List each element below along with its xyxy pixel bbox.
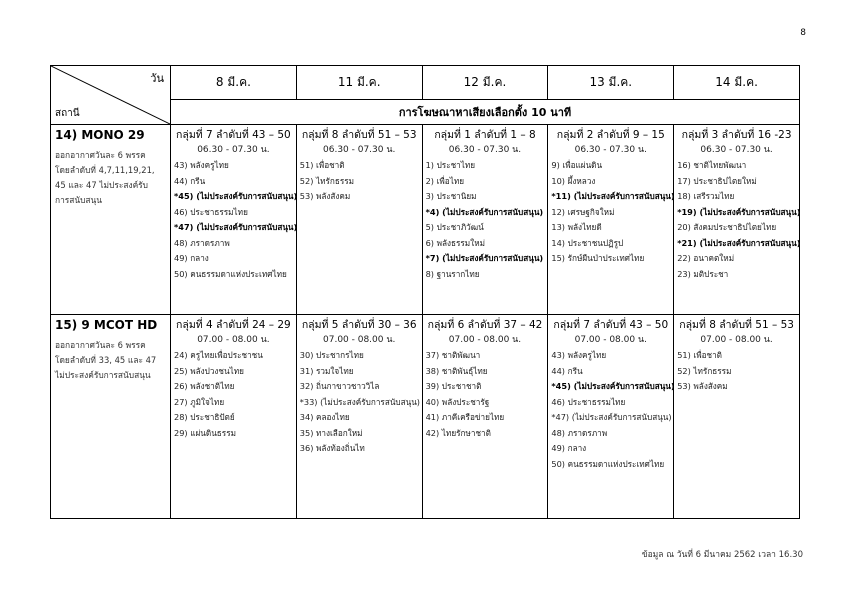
party-item: 31) รวมใจไทย bbox=[299, 365, 354, 376]
broadcast-time: 07.00 - 08.00 น. bbox=[448, 335, 522, 345]
party-item: 26) พลังชาติไทย bbox=[174, 381, 235, 391]
party-item: 36) พลังท้องถิ่นไท bbox=[299, 443, 365, 453]
day-label: วัน bbox=[150, 72, 164, 85]
broadcast-time: 07.00 - 08.00 น. bbox=[323, 335, 396, 345]
party-item: *7) (ไม่ประสงค์รับการสนับสนุน) bbox=[425, 253, 544, 263]
party-item: 32) ถิ่นกาขาวชาววิไล bbox=[299, 381, 380, 391]
schedule-cell bbox=[296, 315, 422, 519]
party-item: 46) ประชาธรรมไทย bbox=[551, 396, 626, 407]
party-item: *4) (ไม่ประสงค์รับการสนับสนุน) bbox=[425, 206, 544, 217]
party-item: 40) พลังประชารัฐ bbox=[425, 396, 490, 407]
broadcast-time: 06.30 - 07.30 น. bbox=[700, 145, 773, 155]
station-description bbox=[55, 338, 166, 383]
date-header: 11 มี.ค. bbox=[296, 66, 422, 100]
party-item: *11) (ไม่ประสงค์รับการสนับสนุน) bbox=[551, 191, 675, 201]
party-item: 43) พลังครูไทย bbox=[174, 160, 229, 170]
party-item: *21) (ไม่ประสงค์รับการสนับสนุน) bbox=[677, 237, 801, 248]
party-item: 16) ชาติไทยพัฒนา bbox=[677, 160, 747, 170]
party-item: 42) ไทยรักษาชาติ bbox=[425, 427, 491, 438]
station-description-line: ไม่ประสงค์รับการสนับสนุน bbox=[55, 370, 151, 380]
page-number: 8 bbox=[800, 28, 806, 38]
party-item: 44) กรีน bbox=[551, 365, 583, 376]
party-item: 48) ภราดรภาพ bbox=[551, 427, 608, 438]
schedule-cell bbox=[422, 125, 548, 315]
party-item: 8) ฐานรากไทย bbox=[425, 268, 480, 279]
station-description bbox=[55, 148, 166, 208]
party-item: *45) (ไม่ประสงค์รับการสนับสนุน) bbox=[551, 381, 675, 391]
party-item: 2) เพื่อไทย bbox=[425, 175, 465, 186]
schedule-cell bbox=[548, 315, 674, 519]
party-item: 24) ครูไทยเพื่อประชาชน bbox=[174, 350, 263, 360]
group-title: กลุ่มที่ 5 ลำดับที่ 30 – 36 bbox=[301, 319, 417, 331]
party-item: 52) ไทรักธรรม bbox=[299, 175, 355, 186]
party-item: 25) พลังปวงชนไทย bbox=[174, 365, 244, 376]
schedule-cell bbox=[171, 125, 297, 315]
group-title: กลุ่มที่ 6 ลำดับที่ 37 – 42 bbox=[427, 319, 543, 331]
date-header: 8 มี.ค. bbox=[171, 66, 297, 100]
party-item: 53) พลังสังคม bbox=[677, 381, 728, 391]
party-item: 17) ประชาธิปไตยใหม่ bbox=[677, 175, 757, 186]
station-cell bbox=[51, 125, 171, 315]
party-item: *19) (ไม่ประสงค์รับการสนับสนุน) bbox=[677, 206, 801, 217]
date-header-row bbox=[51, 66, 800, 100]
station-row bbox=[51, 125, 800, 315]
station-label: สถานี bbox=[55, 108, 80, 119]
broadcast-time: 06.30 - 07.30 น. bbox=[197, 145, 270, 155]
party-item: 28) ประชาธิปัตย์ bbox=[174, 412, 235, 422]
station-description-line: การสนับสนุน bbox=[55, 195, 102, 205]
schedule-cell bbox=[548, 125, 674, 315]
party-item: 50) คนธรรมดาแห่งประเทศไทย bbox=[551, 458, 665, 469]
group-title: กลุ่มที่ 8 ลำดับที่ 51 – 53 bbox=[301, 129, 417, 141]
station-cell bbox=[51, 315, 171, 519]
station-description-line: โดยลำดับที่ 4,7,11,19,21, bbox=[55, 165, 155, 175]
party-item: 53) พลังสังคม bbox=[299, 191, 351, 201]
party-item: 49) กลาง bbox=[174, 253, 209, 263]
party-item: 39) ประชาชาติ bbox=[425, 381, 482, 391]
party-item: 43) พลังครูไทย bbox=[551, 350, 607, 360]
party-item: 14) ประชาชนปฏิรูป bbox=[551, 237, 624, 248]
campaign-subheader: การโฆษณาหาเสียงเลือกตั้ง 10 นาที bbox=[171, 99, 800, 124]
schedule-cell bbox=[674, 315, 800, 519]
party-item: 52) ไทรักธรรม bbox=[677, 365, 732, 376]
group-title: กลุ่มที่ 3 ลำดับที่ 16 -23 bbox=[681, 129, 792, 141]
station-description-line: ออกอากาศวันละ 6 พรรค bbox=[55, 340, 146, 350]
party-item: 12) เศรษฐกิจใหม่ bbox=[551, 206, 615, 217]
party-item: 30) ประชากรไทย bbox=[299, 350, 364, 360]
party-item: 35) ทางเลือกใหม่ bbox=[299, 427, 363, 438]
party-item: *47) (ไม่ประสงค์รับการสนับสนุน) bbox=[174, 222, 298, 232]
broadcast-time: 06.30 - 07.30 น. bbox=[323, 145, 396, 155]
party-item: 44) กรีน bbox=[174, 175, 206, 186]
party-item: 34) คลองไทย bbox=[299, 412, 350, 422]
party-item: 1) ประชาไทย bbox=[425, 160, 476, 170]
broadcast-time: 07.00 - 08.00 น. bbox=[700, 335, 773, 345]
data-timestamp-note: ข้อมูล ณ วันที่ 6 มีนาคม 2562 เวลา 16.30 bbox=[641, 550, 803, 560]
party-item: 38) ชาติพันธุ์ไทย bbox=[425, 365, 488, 376]
broadcast-time: 06.30 - 07.30 น. bbox=[574, 145, 647, 155]
group-title: กลุ่มที่ 4 ลำดับที่ 24 – 29 bbox=[176, 319, 291, 331]
party-item: *45) (ไม่ประสงค์รับการสนับสนุน) bbox=[174, 191, 298, 201]
schedule-cell bbox=[171, 315, 297, 519]
party-item: 18) เสรีรวมไทย bbox=[677, 191, 735, 201]
party-item: 15) รักษ์ผืนป่าประเทศไทย bbox=[551, 253, 645, 263]
party-item: 49) กลาง bbox=[551, 443, 587, 453]
party-item: 41) ภาคีเครือข่ายไทย bbox=[425, 412, 505, 422]
date-header: 12 มี.ค. bbox=[422, 66, 548, 100]
group-title: กลุ่มที่ 7 ลำดับที่ 43 – 50 bbox=[176, 129, 291, 141]
schedule-cell bbox=[296, 125, 422, 315]
date-header: 13 มี.ค. bbox=[548, 66, 674, 100]
party-item: 9) เพื่อแผ่นดิน bbox=[551, 160, 603, 170]
group-title: กลุ่มที่ 8 ลำดับที่ 51 – 53 bbox=[679, 319, 794, 331]
party-item: 27) ภูมิใจไทย bbox=[174, 396, 225, 407]
party-item: 29) แผ่นดินธรรม bbox=[174, 427, 236, 438]
party-item: 20) สังคมประชาธิปไตยไทย bbox=[677, 222, 777, 232]
broadcast-time: 07.00 - 08.00 น. bbox=[197, 335, 270, 345]
group-title: กลุ่มที่ 7 ลำดับที่ 43 – 50 bbox=[553, 319, 669, 331]
party-item: 5) ประชาภิวัฒน์ bbox=[425, 222, 484, 232]
station-description-line: ออกอากาศวันละ 6 พรรค bbox=[55, 150, 146, 160]
group-title: กลุ่มที่ 1 ลำดับที่ 1 – 8 bbox=[434, 129, 536, 141]
party-item: 51) เพื่อชาติ bbox=[677, 350, 722, 360]
station-description-line: โดยลำดับที่ 33, 45 และ 47 bbox=[55, 355, 157, 365]
station-row bbox=[51, 315, 800, 519]
broadcast-time: 07.00 - 08.00 น. bbox=[574, 335, 647, 345]
party-item: 48) ภราดรภาพ bbox=[174, 237, 230, 248]
group-title: กลุ่มที่ 2 ลำดับที่ 9 – 15 bbox=[556, 129, 665, 141]
party-item: 50) คนธรรมดาแห่งประเทศไทย bbox=[174, 268, 287, 279]
party-item: 37) ชาติพัฒนา bbox=[425, 350, 481, 360]
party-item: *47) (ไม่ประสงค์รับการสนับสนุน) bbox=[551, 412, 672, 422]
schedule-cell bbox=[674, 125, 800, 315]
party-item: 3) ประชานิยม bbox=[425, 191, 477, 201]
schedule-cell bbox=[422, 315, 548, 519]
party-item: 13) พลังไทยดี bbox=[551, 222, 602, 232]
schedule-table bbox=[50, 65, 800, 519]
corner-cell bbox=[51, 66, 171, 125]
party-item: 23) มติประชา bbox=[677, 268, 729, 279]
party-item: 51) เพื่อชาติ bbox=[299, 160, 345, 170]
party-item: 10) ผึ้งหลวง bbox=[551, 175, 596, 186]
party-item: 46) ประชาธรรมไทย bbox=[174, 206, 248, 217]
party-item: *33) (ไม่ประสงค์รับการสนับสนุน) bbox=[299, 396, 421, 407]
station-description-line: 45 และ 47 ไม่ประสงค์รับ bbox=[55, 180, 148, 190]
party-item: 6) พลังธรรมใหม่ bbox=[425, 237, 485, 248]
station-name: 14) MONO 29 bbox=[55, 128, 145, 142]
party-item: 22) อนาคตใหม่ bbox=[677, 253, 735, 263]
date-header: 14 มี.ค. bbox=[674, 66, 800, 100]
station-name: 15) 9 MCOT HD bbox=[55, 318, 158, 332]
broadcast-time: 06.30 - 07.30 น. bbox=[448, 145, 522, 155]
